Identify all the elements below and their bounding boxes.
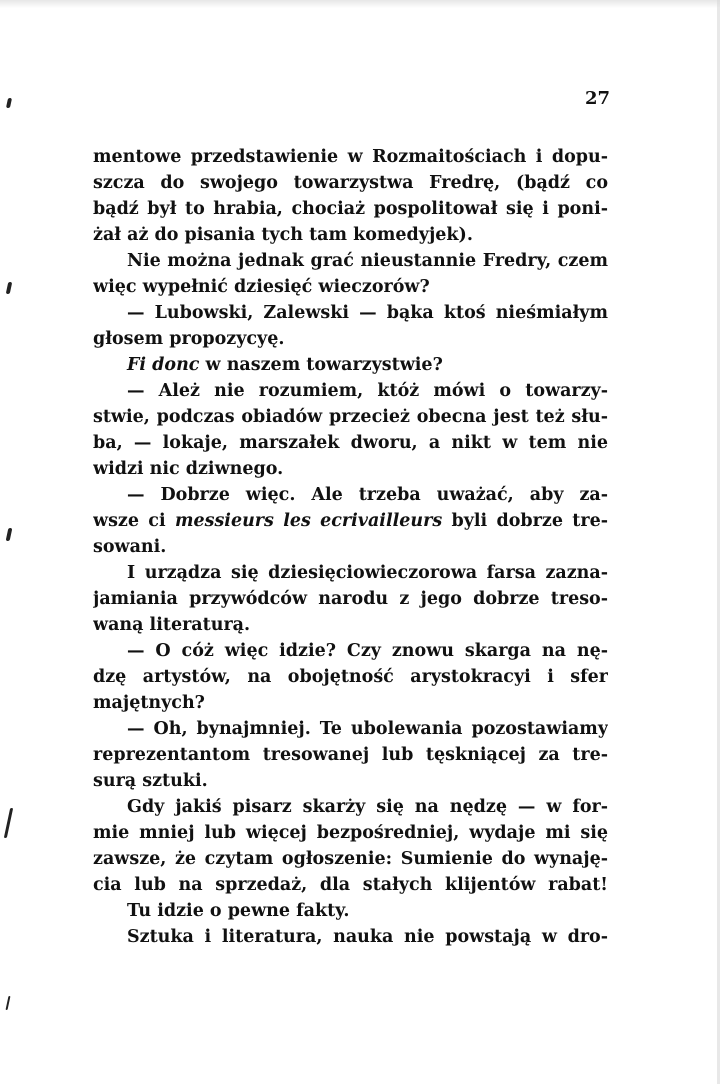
text-line: reprezentantom tresowanej lub tęskniącej za tre- xyxy=(93,745,608,765)
page-number: 27 xyxy=(585,88,611,109)
text-line: Tu idzie o pewne fakty. xyxy=(127,901,350,921)
text-line: Gdy jakiś pisarz skarży się na nędzę — w for- xyxy=(127,797,608,817)
text-line xyxy=(93,508,608,534)
text-line: bądź był to hrabia, chociaż pospolitował się i poni- xyxy=(93,199,608,219)
text-line: zawsze, że czytam ogłoszenie: Sumienie do wynaję- xyxy=(93,849,608,869)
text-line: sowani. xyxy=(93,537,167,557)
text-line: ba, — lokaje, marszałek dworu, a nikt w tem nie xyxy=(93,433,608,453)
text-line: Sztuka i literatura, nauka nie powstają w dro- xyxy=(127,927,608,947)
text-line: dzę artystów, na obojętność arystokracyi i sfer xyxy=(93,667,608,687)
text-line: głosem propozycyę. xyxy=(93,329,285,349)
text-line: szcza do swojego towarzystwa Fredrę, (bądź co xyxy=(93,173,608,193)
margin-mark xyxy=(6,282,13,294)
text-line: żał aż do pisania tych tam komedyjek). xyxy=(93,225,473,245)
text-line: widzi nic dziwnego. xyxy=(93,459,284,479)
text-line: — Dobrze więc. Ale trzeba uważać, aby za- xyxy=(127,485,608,505)
italic-phrase: Fi donc xyxy=(127,355,200,375)
margin-mark xyxy=(4,808,13,838)
text-line: mie mniej lub więcej bezpośredniej, wydaje mi się xyxy=(93,823,608,843)
text-line: — O cóż więc idzie? Czy znowu skarga na nę- xyxy=(127,641,608,661)
text-line: — Lubowski, Zalewski — bąka ktoś nieśmiałym xyxy=(127,303,608,323)
text-line: majętnych? xyxy=(93,693,205,713)
text-line xyxy=(93,352,608,378)
body-text xyxy=(93,144,608,950)
text-line: — Ależ nie rozumiem, któż mówi o towarzy- xyxy=(127,381,608,401)
text-line: więc wypełnić dziesięć wieczorów? xyxy=(93,277,430,297)
text-line: surą sztuki. xyxy=(93,771,208,791)
page-top-edge xyxy=(0,0,720,8)
margin-mark xyxy=(6,528,13,541)
text-line: — Oh, bynajmniej. Te ubolewania pozostawiamy xyxy=(127,719,608,739)
text-line: mentowe przedstawienie w Rozmaitościach i dopu- xyxy=(93,147,608,167)
italic-phrase: messieurs les ecrivailleurs xyxy=(174,511,443,531)
margin-mark xyxy=(6,98,12,108)
text-line: Nie można jednak grać nieustannie Fredry, czem xyxy=(127,251,608,271)
text-line: waną literaturą. xyxy=(93,615,251,635)
margin-mark xyxy=(6,996,11,1010)
text-line: stwie, podczas obiadów przecież obecna jest też słu- xyxy=(93,407,608,427)
text-segment: byli dobrze tre- xyxy=(442,511,608,531)
text-segment: wsze ci xyxy=(93,511,175,531)
text-line: jamiania przywódców narodu z jego dobrze treso- xyxy=(93,589,608,609)
text-line: cia lub na sprzedaż, dla stałych klijentów rabat! xyxy=(93,875,608,895)
text-line: I urządza się dziesięciowieczorowa farsa zazna- xyxy=(127,563,608,583)
text-segment: w naszem towarzystwie? xyxy=(199,355,443,375)
